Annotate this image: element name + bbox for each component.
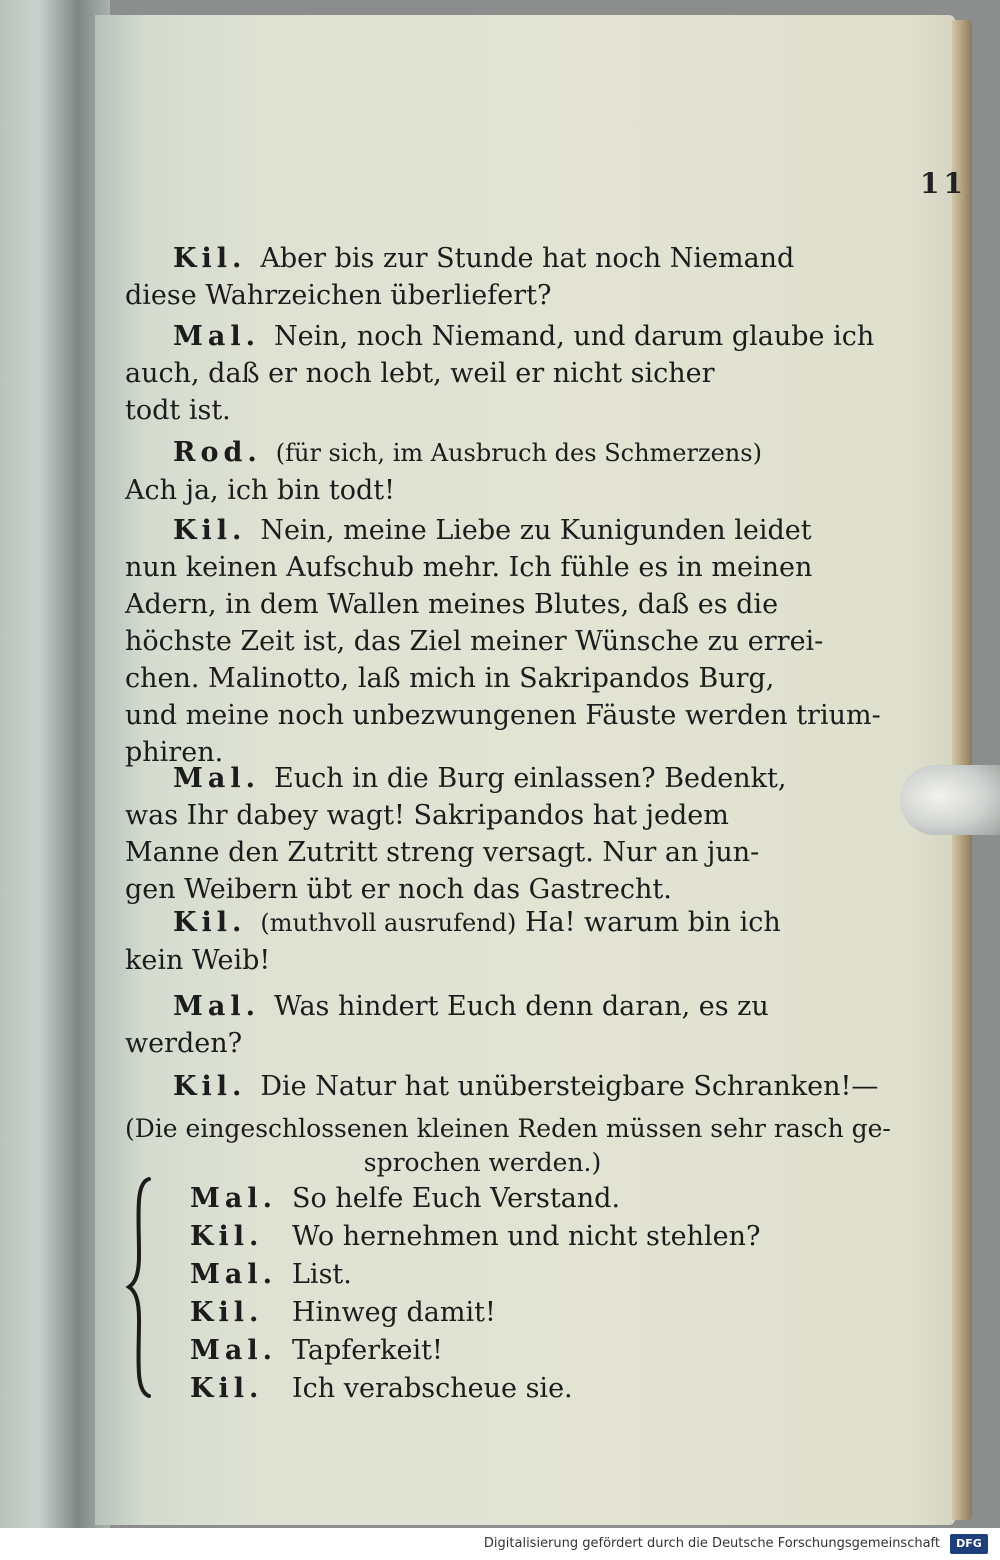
speaker-label: Kil.	[173, 515, 247, 546]
exchange-row	[190, 1180, 761, 1218]
dialogue-paragraph	[125, 988, 840, 1062]
speaker-label: Kil.	[190, 1297, 264, 1328]
footer-credit: Digitalisierung gefördert durch die Deutsche Forschungsgemeinschaft	[483, 1536, 940, 1551]
dialogue-line: Ach ja, ich bin todt!	[125, 475, 395, 506]
dialogue-paragraph	[125, 512, 881, 771]
dialogue-line: Ha! warum bin ich	[524, 907, 781, 938]
speaker-label: Mal.	[190, 1335, 278, 1366]
dialogue-paragraph	[125, 434, 840, 509]
dialogue-line: höchste Zeit ist, das Ziel meiner Wünsche zu errei-	[125, 626, 824, 657]
stage-note	[125, 1112, 891, 1180]
dialogue-line: chen. Malinotto, laß mich in Sakripandos Burg,	[125, 663, 775, 694]
exchange-row	[190, 1294, 761, 1332]
exchange-line: Tapferkeit!	[292, 1335, 443, 1366]
exchange-line: Wo hernehmen und nicht stehlen?	[292, 1221, 761, 1252]
dialogue-line: und meine noch unbezwungenen Fäuste werden trium-	[125, 700, 881, 731]
dialogue-line: Aber bis zur Stunde hat noch Niemand	[260, 243, 795, 274]
dialogue-line: Nein, meine Liebe zu Kunigunden leidet	[260, 515, 812, 546]
exchange-line: So helfe Euch Verstand.	[292, 1183, 621, 1214]
dialogue-line: was Ihr dabey wagt! Sakripandos hat jedem	[125, 800, 729, 831]
speaker-label: Kil.	[190, 1373, 264, 1404]
dialogue-line: auch, daß er noch lebt, weil er nicht sicher	[125, 358, 715, 389]
dialogue-line: Adern, in dem Wallen meines Blutes, daß es die	[125, 589, 779, 620]
dialogue-paragraph	[125, 240, 840, 314]
page-number: 11	[920, 167, 967, 200]
exchange-row	[190, 1218, 761, 1256]
stage-direction: (für sich, im Ausbruch des Schmerzens)	[275, 439, 762, 467]
speaker-label: Rod.	[173, 437, 262, 468]
stage-direction: (muthvoll ausrufend)	[260, 909, 517, 937]
exchange-line: Ich verabscheue sie.	[292, 1373, 573, 1404]
speaker-label: Kil.	[190, 1221, 264, 1252]
dialogue-line: Die Natur hat unübersteigbare Schranken!—	[260, 1071, 879, 1102]
dialogue-paragraph	[125, 904, 840, 979]
page-marker-tab	[900, 765, 1000, 835]
dialogue-paragraph	[125, 1068, 879, 1105]
rapid-exchange	[190, 1180, 761, 1408]
dialogue-line: Manne den Zutritt streng versagt. Nur an jun-	[125, 837, 760, 868]
dialogue-paragraph	[125, 318, 875, 429]
dfg-logo: DFG	[950, 1534, 988, 1554]
speaker-label: Mal.	[190, 1259, 278, 1290]
dialogue-line: Was hindert Euch denn daran, es zu	[274, 991, 769, 1022]
exchange-row	[190, 1256, 761, 1294]
speaker-label: Kil.	[173, 1071, 247, 1102]
note-line: (Die eingeschlossenen kleinen Reden müssen sehr rasch ge-	[125, 1114, 891, 1143]
dialogue-paragraph	[125, 760, 840, 908]
speaker-label: Kil.	[173, 243, 247, 274]
exchange-line: List.	[292, 1259, 352, 1290]
speaker-label: Mal.	[173, 321, 261, 352]
dialogue-line: nun keinen Aufschub mehr. Ich fühle es in meinen	[125, 552, 813, 583]
exchange-row	[190, 1332, 761, 1370]
dialogue-line: Nein, noch Niemand, und darum glaube ich	[274, 321, 875, 352]
speaker-label: Mal.	[173, 991, 261, 1022]
brace-shape	[125, 1175, 155, 1400]
speaker-label: Mal.	[173, 763, 261, 794]
dialogue-line: phiren.	[125, 737, 224, 768]
dialogue-line: Euch in die Burg einlassen? Bedenkt,	[274, 763, 787, 794]
exchange-row	[190, 1370, 761, 1408]
dialogue-line: werden?	[125, 1028, 243, 1059]
exchange-line: Hinweg damit!	[292, 1297, 496, 1328]
speaker-label: Mal.	[190, 1183, 278, 1214]
curly-brace	[125, 1175, 155, 1400]
speaker-label: Kil.	[173, 907, 247, 938]
dialogue-line: kein Weib!	[125, 945, 271, 976]
dialogue-line: todt ist.	[125, 395, 231, 426]
footer-bar	[0, 1528, 1000, 1560]
dialogue-line: diese Wahrzeichen überliefert?	[125, 280, 552, 311]
book-spine	[0, 0, 110, 1560]
dialogue-line: gen Weibern übt er noch das Gastrecht.	[125, 874, 672, 905]
note-line: sprochen werden.)	[363, 1148, 602, 1177]
